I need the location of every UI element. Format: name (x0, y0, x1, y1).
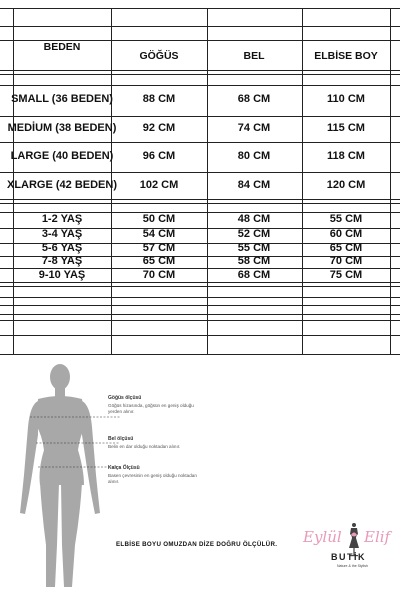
header-waist: BEL (243, 50, 265, 62)
adult-row-waist: 74 CM (237, 122, 271, 134)
adult-row-chest: 96 CM (142, 150, 176, 162)
adult-row-size: XLARGE (42 BEDEN) (6, 179, 118, 191)
table-row-line (0, 305, 400, 306)
kids-row-size: 7-8 YAŞ (41, 255, 83, 267)
chest-guide-text: Göğüs hizasında, göğsün en geniş olduğu yerden alınır. (108, 403, 194, 414)
kids-row-size: 9-10 YAŞ (38, 269, 86, 281)
logo-tagline: Nature & the Stylish (337, 564, 368, 568)
length-measure-note: ELBİSE BOYU OMUZDAN DİZE DOĞRU ÖLÇÜLÜR. (116, 541, 278, 548)
table-row-line (0, 26, 400, 27)
table-row-line (0, 282, 400, 283)
table-row-line (0, 335, 400, 336)
kids-row-length: 55 CM (329, 213, 363, 225)
adult-row-length: 118 CM (327, 150, 365, 162)
table-row-line (0, 85, 400, 86)
adult-row-waist: 84 CM (237, 179, 271, 191)
table-row-line (0, 70, 400, 71)
adult-row-length: 110 CM (327, 93, 365, 105)
kids-row-length: 70 CM (329, 255, 363, 267)
table-row-line (0, 199, 400, 200)
adult-row-waist: 68 CM (237, 93, 271, 105)
kids-row-size: 5-6 YAŞ (41, 242, 83, 254)
kids-row-waist: 55 CM (237, 242, 271, 254)
logo-script-right: Elif (364, 528, 391, 546)
adult-row-chest: 102 CM (139, 179, 179, 191)
kids-row-size: 3-4 YAŞ (41, 228, 83, 240)
table-row-line (0, 203, 400, 204)
waist-guide-text: Belin en dar olduğu noktadan alınır. (108, 444, 181, 449)
kids-row-length: 60 CM (329, 228, 363, 240)
table-row-line (0, 172, 400, 173)
hip-guide-title: Kalça Ölçüsü (108, 465, 140, 471)
kids-row-size: 1-2 YAŞ (41, 213, 83, 225)
waist-guide-title: Bel ölçüsü (108, 436, 134, 442)
kids-row-waist: 58 CM (237, 255, 271, 267)
adult-row-chest: 92 CM (142, 122, 176, 134)
kids-row-length: 75 CM (329, 269, 363, 281)
logo-brand-name: BUTİK (331, 552, 366, 562)
header-chest: GÖĞÜS (139, 50, 179, 62)
adult-row-chest: 88 CM (142, 93, 176, 105)
chest-guide-title: Göğüs ölçüsü (108, 395, 142, 401)
kids-row-chest: 70 CM (142, 269, 176, 281)
adult-row-length: 115 CM (327, 122, 365, 134)
kids-row-chest: 65 CM (142, 255, 176, 267)
adult-row-size: SMALL (36 BEDEN) (11, 93, 113, 105)
adult-row-size: LARGE (40 BEDEN) (10, 150, 114, 162)
kids-row-waist: 48 CM (237, 213, 271, 225)
adult-row-size: MEDİUM (38 BEDEN) (7, 122, 117, 134)
table-row-line (0, 74, 400, 75)
table-row-line (0, 116, 400, 117)
table-row-line (0, 8, 400, 9)
kids-row-chest: 50 CM (142, 213, 176, 225)
kids-row-length: 65 CM (329, 242, 363, 254)
table-row-line (0, 297, 400, 298)
table-row-line (0, 286, 400, 287)
kids-row-chest: 54 CM (142, 228, 176, 240)
table-row-line (0, 320, 400, 321)
kids-row-chest: 57 CM (142, 242, 176, 254)
logo-script-left: Eylül (303, 528, 342, 546)
hip-guide-text: Basen çevresinin en geniş olduğu noktadan alınır. (108, 473, 197, 484)
kids-row-waist: 52 CM (237, 228, 271, 240)
header-length: ELBİSE BOY (314, 50, 378, 62)
table-row-line (0, 142, 400, 143)
adult-row-length: 120 CM (326, 179, 366, 191)
adult-row-waist: 80 CM (237, 150, 271, 162)
table-row-line (0, 314, 400, 315)
header-size: BEDEN (43, 41, 81, 53)
kids-row-waist: 68 CM (237, 269, 271, 281)
